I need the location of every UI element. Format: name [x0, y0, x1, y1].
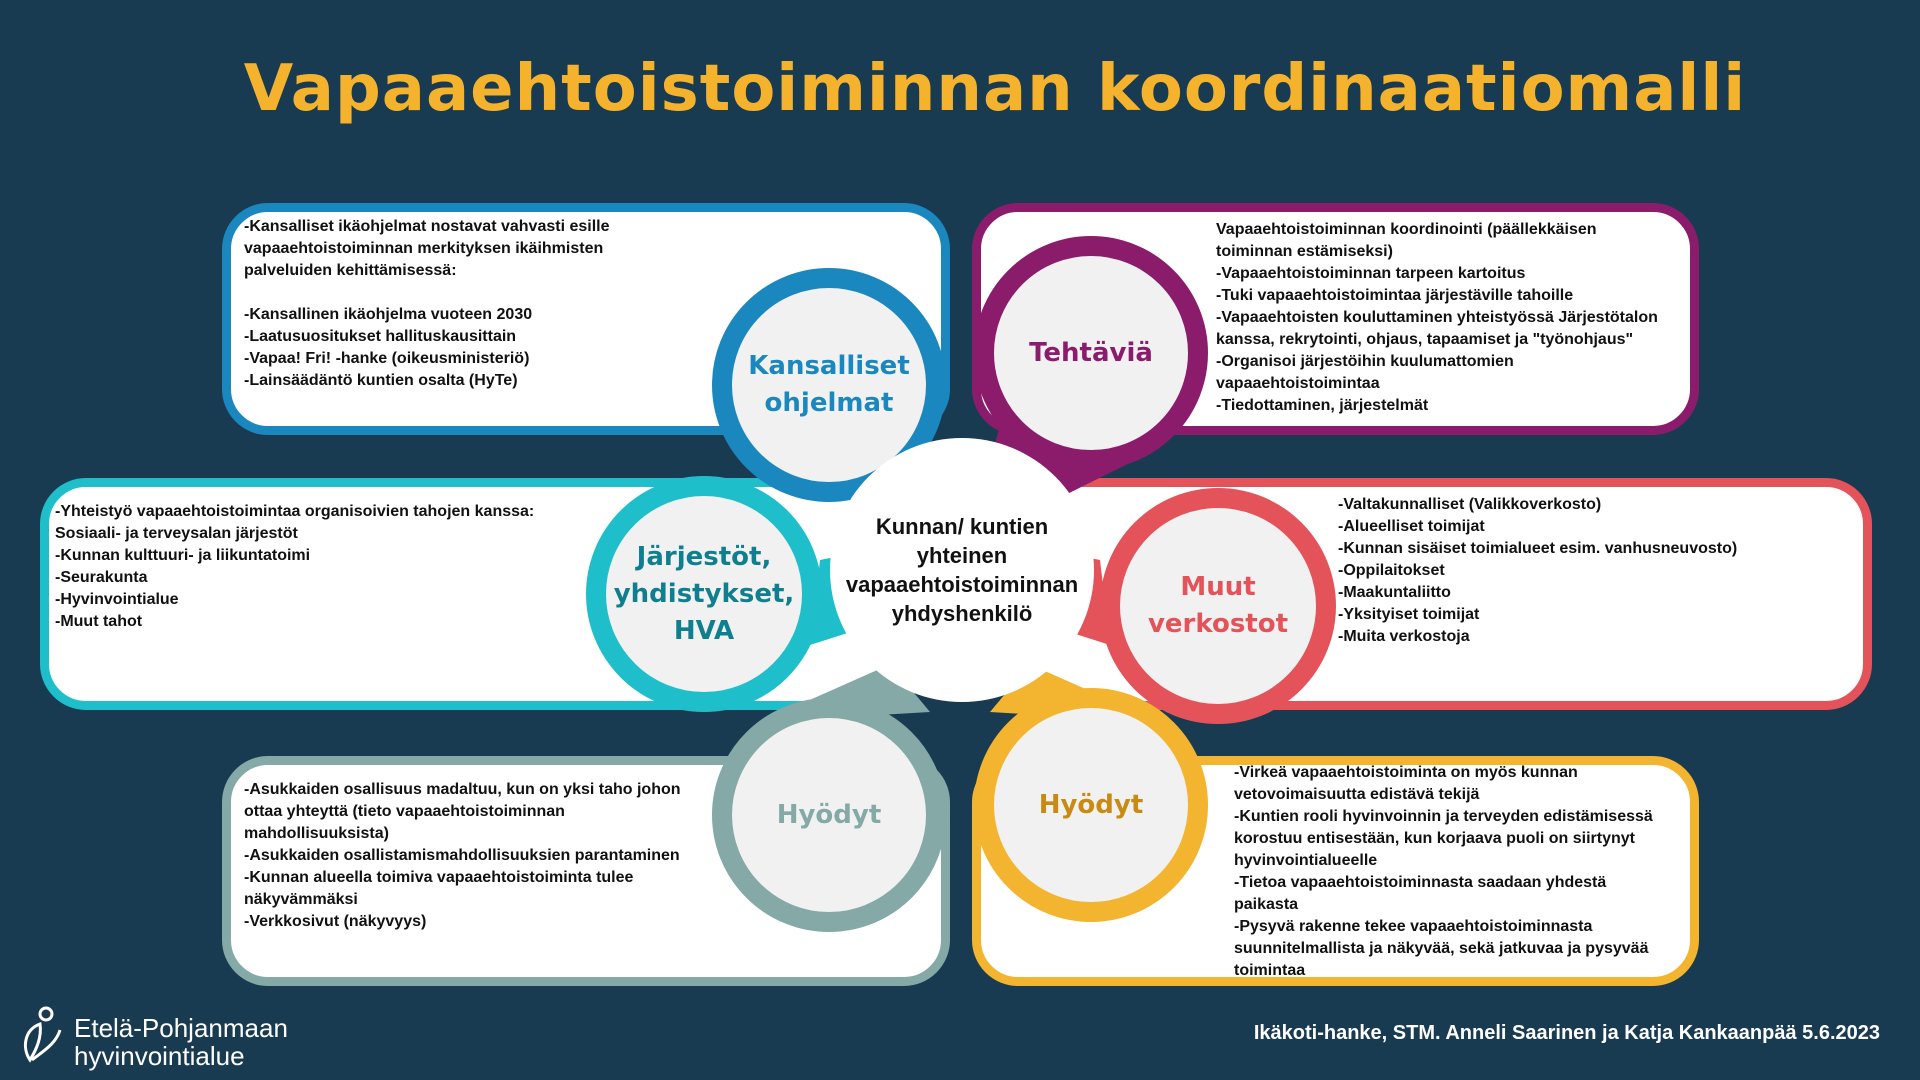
page-title: Vapaaehtoistoiminnan koordinaatiomalli [243, 52, 1747, 126]
text-tehtavia: Vapaaehtoistoiminnan koordinointi (päällekkäisen toiminnan estämiseksi) -Vapaaehtoistoiminnan tarpeen kartoitus -Tuki vapaaehtoistoimintaa järjestäville tahoille -Vapaaehtoisten kouluttaminen yhteistyössä Järjestötalon kanssa, rekrytointi, ohjaus, tapaamiset ja "työnohjaus" -Organisoi järjestöihin kuulumattomien vapaaehtoistoimintaa -Tiedottaminen, järjestelmät [1216, 221, 1658, 414]
label-hyodyt-right: Hyödyt [1038, 789, 1144, 820]
text-kansalliset: -Kansalliset ikäohjelmat nostavat vahvasti esille vapaaehtoistoiminnan merkityksen ikäihmisten palveluiden kehittämisessä: -Kansallinen ikäohjelma vuoteen 2030 -Laatusuositukset hallituskausittain -Vapaa! Fri! -hanke (oikeusministeriö) -Lainsäädäntö kuntien osalta (HyTe) [244, 218, 610, 389]
center-label: Kunnan/ kuntien yhteinen vapaaehtoistoiminnan yhdyshenkilö [845, 514, 1079, 626]
center-circle [830, 438, 1094, 702]
circle-jarjestot [586, 476, 822, 712]
text-hyodyt-right: -Virkeä vapaaehtoistoiminta on myös kunnan vetovoimaisuutta edistävä tekijä -Kuntien rooli hyvinvoinnin ja terveyden edistämisessä korostuu entisestään, kun korjaava puoli on siirtynyt hyvinvointialueelle -Tietoa vapaaehtoistoiminnasta saadaan yhdestä paikasta -Pysyvä rakenne tekee vapaaehtoistoiminnasta suunnitelmallista ja näkyvää, sekä jatkuvaa ja pysyvää toimintaa [1234, 764, 1653, 979]
label-hyodyt-left: Hyödyt [776, 799, 882, 830]
text-jarjestot: -Yhteistyö vapaaehtoistoimintaa organisoivien tahojen kanssa: Sosiaali- ja terveysalan järjestöt -Kunnan kulttuuri- ja liikuntatoimi -Seurakunta -Hyvinvointialue -Muut tahot [55, 503, 535, 630]
circle-hyodyt-right [974, 688, 1208, 922]
circle-hyodyt-left [712, 698, 946, 932]
credit-text: Ikäkoti-hanke, STM. Anneli Saarinen ja Katja Kankaanpää 5.6.2023 [1253, 1022, 1880, 1044]
label-muut: Muut verkostot [1147, 572, 1289, 639]
text-muut: -Valtakunnalliset (Valikkoverkosto) -Alueelliset toimijat -Kunnan sisäiset toimialueet esim. vanhusneuvosto) -Oppilaitokset -Maakuntaliitto -Yksityiset toimijat -Muita verkostoja [1338, 496, 1738, 645]
circle-muut [1100, 488, 1336, 724]
leaf-person-icon [16, 1004, 66, 1064]
label-kansalliset: Kansalliset ohjelmat [748, 351, 910, 418]
circle-tehtavia [974, 236, 1208, 470]
logo-text: Etelä-Pohjanmaan hyvinvointialue [74, 1013, 288, 1071]
text-hyodyt-left: -Asukkaiden osallisuus madaltuu, kun on yksi taho johon ottaa yhteyttä (tieto vapaaehtoistoiminnan mahdollisuuksista) -Asukkaiden osallistamismahdollisuuksien parantaminen -Kunnan alueella toimiva vapaaehtoistoiminta tulee näkyvämmäksi -Verkkosivut (näkyvyys) [244, 781, 681, 930]
label-tehtavia: Tehtäviä [1029, 337, 1153, 368]
label-jarjestot: Järjestöt, yhdistykset, HVA [613, 541, 795, 646]
